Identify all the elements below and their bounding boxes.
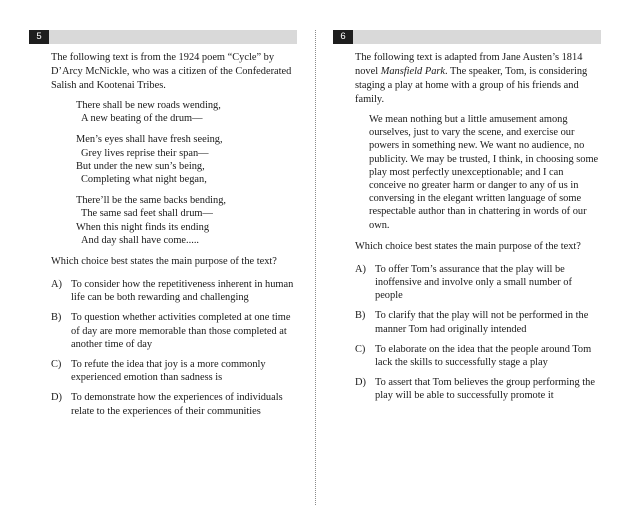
intro-text: The following text is adapted from Jane Austen’s 1814 novel xyxy=(355,52,583,77)
choice-letter: B) xyxy=(51,312,62,324)
passage-excerpt: We mean nothing but a little amusement among ourselves, just to vary the scene, and exercise our powers in something new. We want no audience, no publicity. We may be trusted, I think, in choosing some play most perfectly unexceptionable; and I can conceive no greater harm or danger to any of us in conversing in the elegant written language of some respectable author than in chattering in words of our own. xyxy=(369,114,599,231)
answer-choices xyxy=(51,278,297,418)
choice-letter: D) xyxy=(51,392,62,404)
poem-line: When this night finds its ending xyxy=(76,221,210,233)
poem-stanza xyxy=(76,194,297,247)
poem-line: The same sad feet shall drum— xyxy=(81,208,213,220)
choice-text: To demonstrate how the experiences of individuals relate to the experiences of their communities xyxy=(71,392,283,417)
poem-line: There’ll be the same backs bending, xyxy=(76,195,227,207)
answer-choices xyxy=(355,263,601,403)
choice-letter: C) xyxy=(51,359,62,371)
question-number-badge: 6 xyxy=(333,30,353,44)
answer-choice-a[interactable] xyxy=(51,278,297,304)
answer-choice-c[interactable] xyxy=(51,358,297,384)
choice-letter: B) xyxy=(355,310,366,322)
passage-intro xyxy=(355,51,601,107)
poem-line: There shall be new roads wending, xyxy=(76,100,221,111)
choice-text: To clarify that the play will not be performed in the manner Tom had originally intended xyxy=(375,310,589,335)
novel-title: Mansfield Park xyxy=(380,66,446,77)
question-prompt: Which choice best states the main purpose of the text? xyxy=(355,240,581,252)
poem-stanza xyxy=(76,133,297,186)
choice-letter: A) xyxy=(51,279,62,291)
column-divider xyxy=(315,30,316,505)
question-number-badge: 5 xyxy=(29,30,49,44)
choice-letter: C) xyxy=(355,343,366,355)
poem-stanza xyxy=(76,99,297,125)
choice-text: To consider how the repetitiveness inherent in human life can be both rewarding and challenging xyxy=(71,279,294,304)
answer-choice-b[interactable] xyxy=(51,311,297,351)
answer-choice-b[interactable] xyxy=(355,309,601,335)
choice-letter: A) xyxy=(355,263,366,275)
answer-choice-d[interactable] xyxy=(355,376,601,402)
poem xyxy=(76,99,297,247)
poem-line: And day shall have come..... xyxy=(81,234,200,246)
poem-line: But under the new sun’s being, xyxy=(76,160,205,172)
question-5-column xyxy=(29,30,297,425)
choice-text: To question whether activities completed at one time of day are more memorable than those completed at another time of day xyxy=(71,312,291,350)
passage-intro: The following text is from the 1924 poem “Cycle” by D’Arcy McNickle, who was a citizen of the Confederated Salish and Kootenai Tribes. xyxy=(51,52,292,91)
question-header-bar xyxy=(29,30,297,44)
choice-text: To assert that Tom believes the group performing the play will be able to successfully promote it xyxy=(375,377,595,402)
question-header-bar xyxy=(333,30,601,44)
question-6-column xyxy=(333,30,601,410)
answer-choice-d[interactable] xyxy=(51,391,297,417)
choice-text: To refute the idea that joy is a more commonly experienced emotion than sadness is xyxy=(71,359,266,384)
question-prompt: Which choice best states the main purpose of the text? xyxy=(51,256,277,268)
poem-line: Completing what night began, xyxy=(81,174,207,186)
answer-choice-c[interactable] xyxy=(355,343,601,369)
choice-text: To offer Tom’s assurance that the play will be inoffensive and involve only a small number of people xyxy=(375,263,572,302)
poem-line: Grey lives reprise their span— xyxy=(81,147,209,159)
intro-text: . The speaker, Tom, is considering staging a play at home with a group of his friends and family. xyxy=(355,66,588,105)
poem-line: A new beating of the drum— xyxy=(81,113,203,125)
answer-choice-a[interactable] xyxy=(355,263,601,303)
poem-line: Men’s eyes shall have fresh seeing, xyxy=(76,134,223,146)
choice-letter: D) xyxy=(355,377,366,389)
choice-text: To elaborate on the idea that the people around Tom lack the skills to successfully stage a play xyxy=(375,343,592,369)
